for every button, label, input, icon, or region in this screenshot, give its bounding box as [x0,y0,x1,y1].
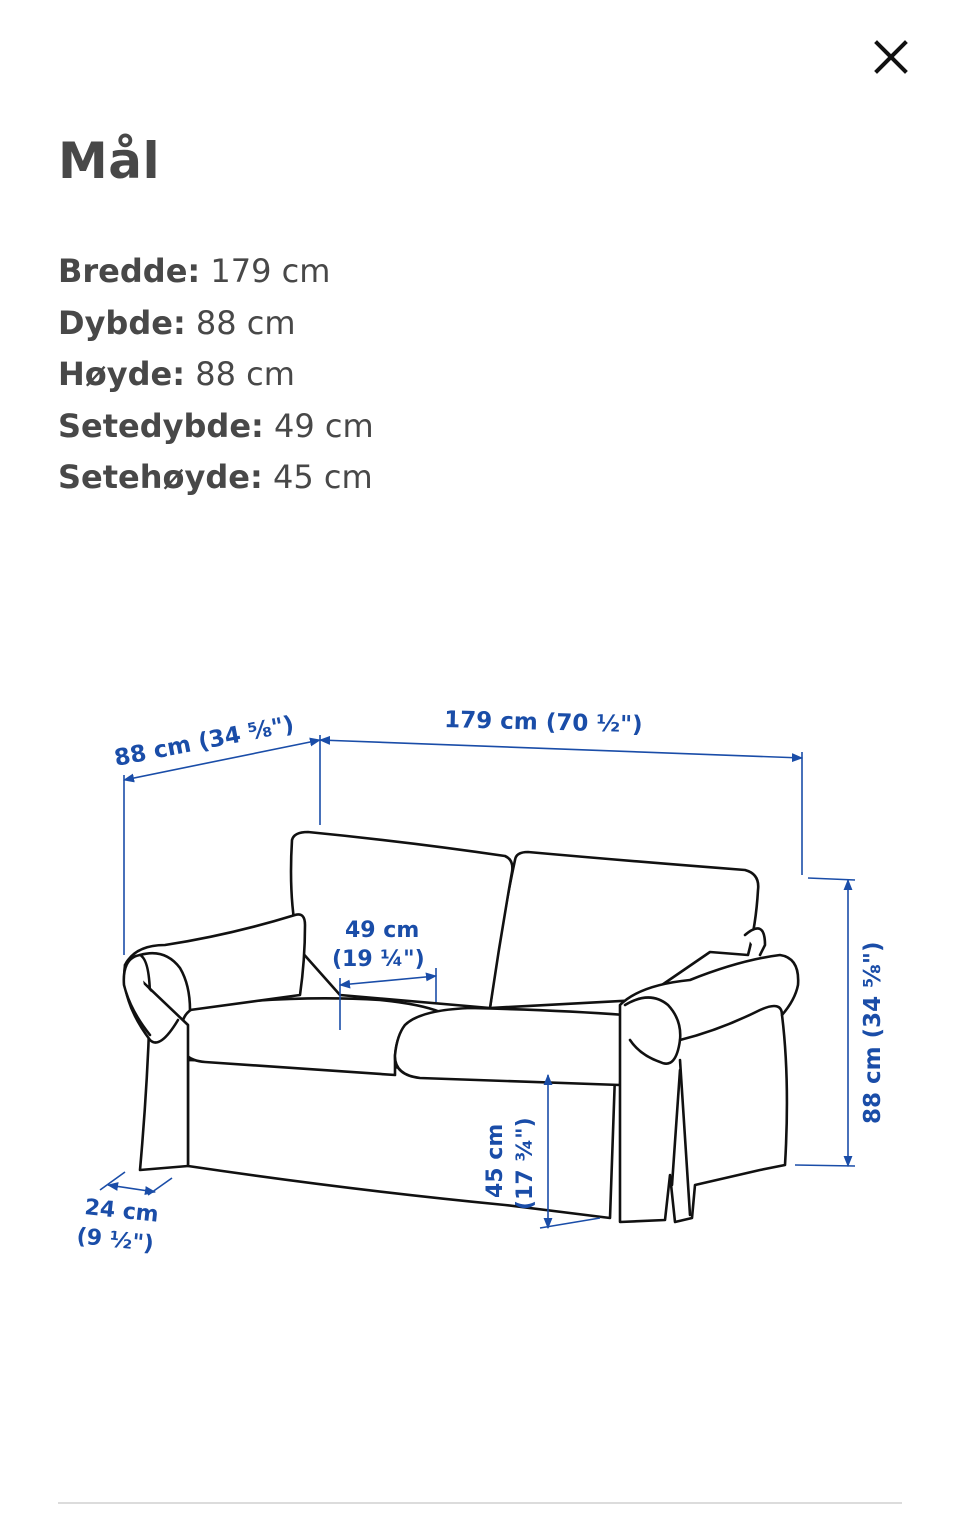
dimension-value: 88 cm [195,355,295,394]
page-title: Mål [58,132,161,190]
dimension-row-seat-depth [58,401,374,453]
dimension-label: Setehøyde: [58,458,263,497]
dimension-value: 45 cm [272,458,373,497]
seat-depth-in-label: (19 ¼") [332,947,425,972]
dimension-row-height [58,349,374,401]
dimension-label: Dybde: [58,303,186,342]
dimensions-list [58,246,374,504]
sofa-illustration [124,832,798,1222]
close-icon [874,40,908,74]
dimension-label: Bredde: [58,252,201,290]
dimension-value: 179 cm [210,252,331,290]
dimension-label: Setedybde: [58,406,264,445]
dimension-row-seat-height [58,452,374,504]
close-button[interactable] [862,28,920,86]
seat-height-in-label: (17 ¾") [513,1117,538,1210]
dimension-value: 49 cm [274,406,374,445]
sofa-dimension-diagram [0,600,960,1320]
leg-height-in-label: (9 ½") [75,1224,155,1258]
dimension-label: Høyde: [58,355,186,394]
bottom-divider [58,1502,902,1504]
dimension-row-depth [58,298,374,350]
dimension-row-width [58,246,374,298]
seat-depth-cm-label: 49 cm [345,918,420,943]
width-dimension-label: 179 cm (70 ½") [443,707,643,739]
depth-dimension-label: 88 cm (34 ⅝") [112,711,297,772]
height-dimension-label: 88 cm (34 ⅝") [860,941,886,1124]
dimension-value: 88 cm [195,303,296,342]
seat-height-cm-label: 45 cm [483,1123,508,1198]
leg-height-cm-label: 24 cm [83,1195,160,1228]
